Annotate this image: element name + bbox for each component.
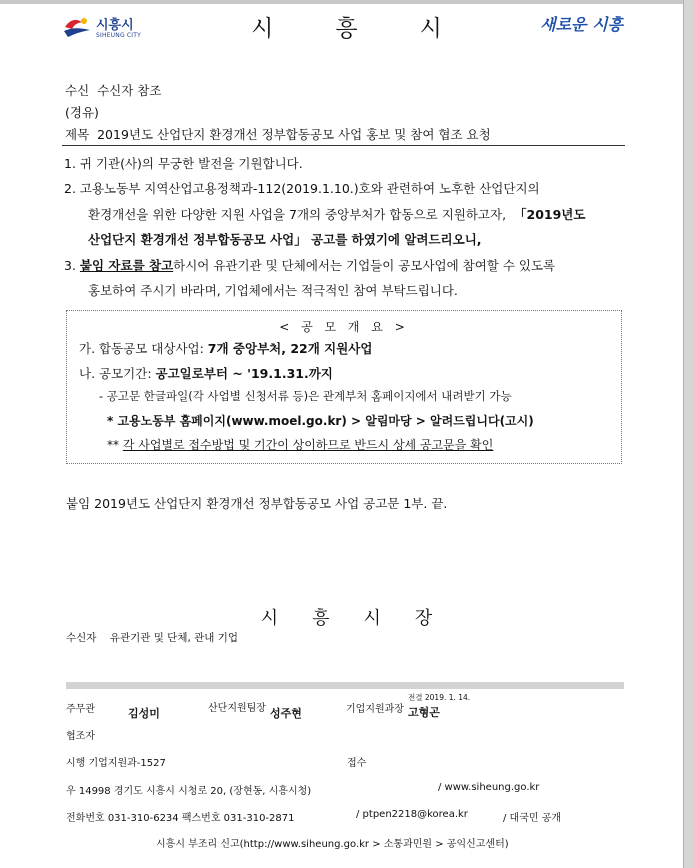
body-item-1: 1. 귀 기관(사)의 무궁한 발전을 기원합니다. [64, 156, 303, 171]
logo-text: 시흥시 [96, 17, 134, 33]
recipient-line [65, 81, 161, 99]
summary-item-a [79, 339, 372, 357]
summary-box [66, 310, 622, 464]
address-line: 우 14998 경기도 시흥시 시청로 20, (장현동, 시흥시청) [66, 786, 312, 797]
logo-subtext: SIHEUNG CITY [96, 31, 142, 39]
team-leader-label: 산단지원팀장 [208, 703, 266, 714]
cooperator-label: 협조자 [66, 731, 95, 742]
recipient-value: 수신자 참조 [97, 83, 162, 98]
enforcement-number: 시행 기업지원과-1527 [66, 758, 166, 769]
subject-label: 제목 [65, 127, 90, 142]
slogan-logo: 새로운 시흥 [540, 15, 623, 34]
team-leader-name: 성주현 [270, 707, 302, 720]
footer-divider-bar [66, 682, 624, 689]
body-item-3-number: 3. [64, 258, 76, 273]
summary-note-2: * 고용노동부 홈페이지(www.moel.go.kr) > 알림마당 > 알려드립니다(고시) [107, 414, 534, 428]
body-item-2-text: 환경개선을 위한 다양한 지원 사업을 7개의 중앙부처가 합동으로 지원하고자, [88, 207, 507, 222]
body-item-2-line-1: 2. 고용노동부 지역산업고용정책과-112(2019.1.10.)호와 관련하여 노후한 산업단지의 [64, 181, 540, 196]
body-item-2-line-2 [88, 205, 585, 223]
window-top-border [0, 0, 693, 4]
chief-name: 고형곤 [408, 706, 440, 719]
summary-note-3-text: 각 사업별로 접수방법 및 기간이 상이하므로 반드시 상세 공고문을 확인 [122, 438, 494, 452]
phone-fax-line: 전화번호 031-310-6234 팩스번호 031-310-2871 [66, 813, 295, 824]
body-item-3-line-2: 홍보하여 주시기 바라며, 기업체에서는 적극적인 참여 부탁드립니다. [88, 283, 458, 298]
body-item-2-bold: 「2019년도 [514, 207, 586, 222]
attachment-line: 붙임 2019년도 산업단지 환경개선 정부합동공모 사업 공고문 1부. 끝. [66, 496, 448, 511]
summary-note-3-prefix: ** [107, 438, 119, 452]
body-item-3-underline: 붙임 자료를 참고 [79, 258, 174, 273]
body-item-3-line-1 [64, 256, 555, 274]
body-item-3-text: 하시어 유관기관 및 단체에서는 기업들이 공모사업에 참여할 수 있도록 [173, 258, 556, 273]
summary-item-b [79, 364, 333, 382]
subject-value: 2019년도 산업단지 환경개선 정부합동공모 사업 홍보 및 참여 협조 요청 [97, 127, 491, 142]
chief-label: 기업지원과장 [346, 704, 404, 715]
summary-title: < 공 모 개 요 > [279, 320, 409, 334]
via-label: (경유) [65, 105, 99, 120]
summary-note-3 [107, 436, 493, 453]
email-link[interactable]: / ptpen2218@korea.kr [356, 809, 468, 820]
summary-item-b-label: 나. 공모기간: [79, 366, 152, 381]
recipients-value: 유관기관 및 단체, 관내 기업 [109, 632, 239, 644]
recipients-label: 수신자 [66, 632, 97, 644]
subject-divider [62, 145, 625, 146]
summary-note-1: - 공고문 한글파일(각 사업별 신청서류 등)은 관계부처 홈페이지에서 내려받기 가능 [99, 389, 512, 403]
scrollbar[interactable] [683, 0, 693, 868]
disclosure-status: / 대국민 공개 [503, 813, 562, 824]
drafter-label: 주무관 [66, 704, 95, 715]
report-line: 시흥시 부조리 신고(http://www.siheung.go.kr > 소통과민원 > 공익신고센터) [156, 839, 509, 850]
subject-line [65, 125, 491, 143]
recipients-line [66, 630, 238, 645]
recipient-label: 수신 [65, 83, 90, 98]
summary-item-a-value: 7개 중앙부처, 22개 지원사업 [207, 341, 373, 356]
drafter-name: 김성미 [128, 707, 160, 720]
website-link[interactable]: / www.siheung.go.kr [438, 782, 540, 793]
page-title: 시흥시 [251, 16, 504, 42]
body-item-2-line-3: 산업단지 환경개선 정부합동공모 사업」 공고를 하였기에 알려드리오니, [88, 232, 482, 247]
summary-item-b-value: 공고일로부터 ~ '19.1.31.까지 [155, 366, 333, 381]
chief-approval-date: 전결 2019. 1. 14. [408, 693, 471, 702]
summary-item-a-label: 가. 합동공모 대상사업: [79, 341, 204, 356]
receipt-label: 접수 [347, 758, 367, 769]
mayor-signature-title: 시흥시장 [260, 608, 467, 629]
